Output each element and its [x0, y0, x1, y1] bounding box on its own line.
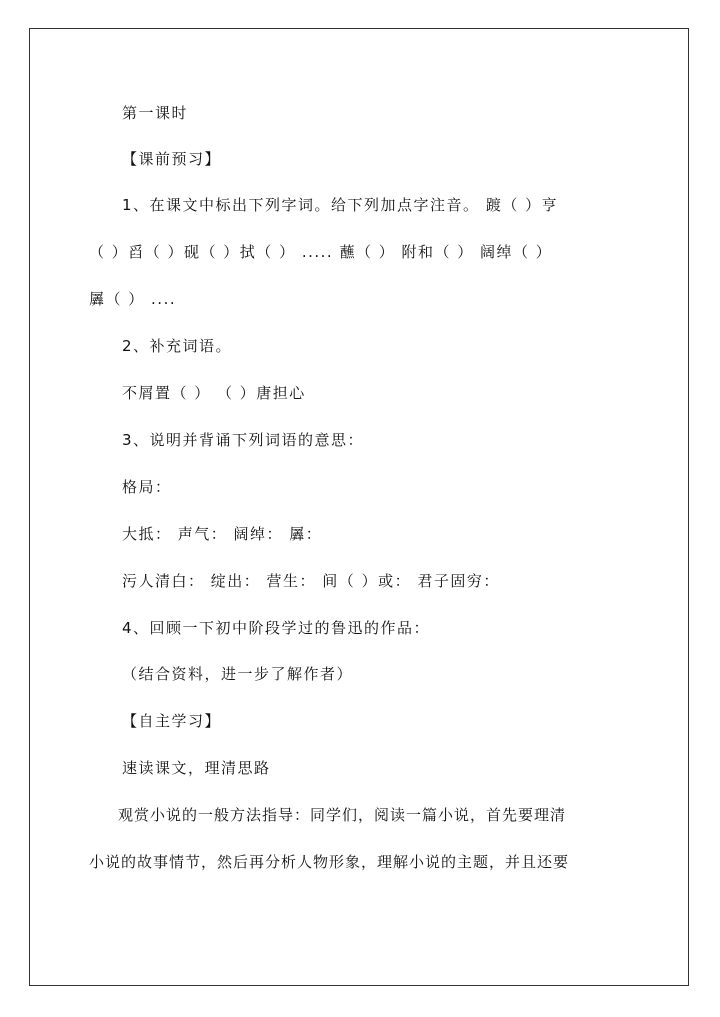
question-1-line-3: 羼（ ） ....: [89, 290, 177, 308]
question-4: 4、回顾一下初中阶段学过的鲁迅的作品：: [122, 619, 431, 637]
question-3-item-3: 污人清白： 绽出： 营生： 间（ ）或： 君子固穷：: [122, 572, 500, 590]
question-3-item-2: 大抵： 声气： 阔绰： 羼：: [122, 525, 323, 543]
guide-paragraph-line-1: 观赏小说的一般方法指导：同学们，阅读一篇小说，首先要理清: [118, 806, 567, 824]
question-3: 3、说明并背诵下列词语的意思：: [122, 431, 365, 449]
question-2-items: 不屑置（ ） （ ）唐担心: [122, 384, 306, 402]
question-1-line-2: （ ）舀（ ）砚（ ）拭（ ） ..... 蘸（ ） 附和（ ） 阔绰（ ）: [89, 243, 553, 261]
self-study-task: 速读课文，理清思路: [122, 759, 271, 777]
question-4-note: （结合资料，进一步了解作者）: [122, 665, 354, 683]
question-3-item-1: 格局：: [122, 478, 172, 496]
lesson-title: 第一课时: [122, 104, 189, 122]
question-1-line-1: 1、在课文中标出下列字词。给下列加点字注音。 踱（ ）亨: [122, 196, 559, 214]
section-heading-preview: 【课前预习】: [122, 150, 222, 168]
question-2: 2、补充词语。: [122, 337, 233, 355]
guide-paragraph-line-2: 小说的故事情节，然后再分析人物形象，理解小说的主题，并且还要: [89, 853, 570, 871]
section-heading-self-study: 【自主学习】: [122, 712, 222, 730]
